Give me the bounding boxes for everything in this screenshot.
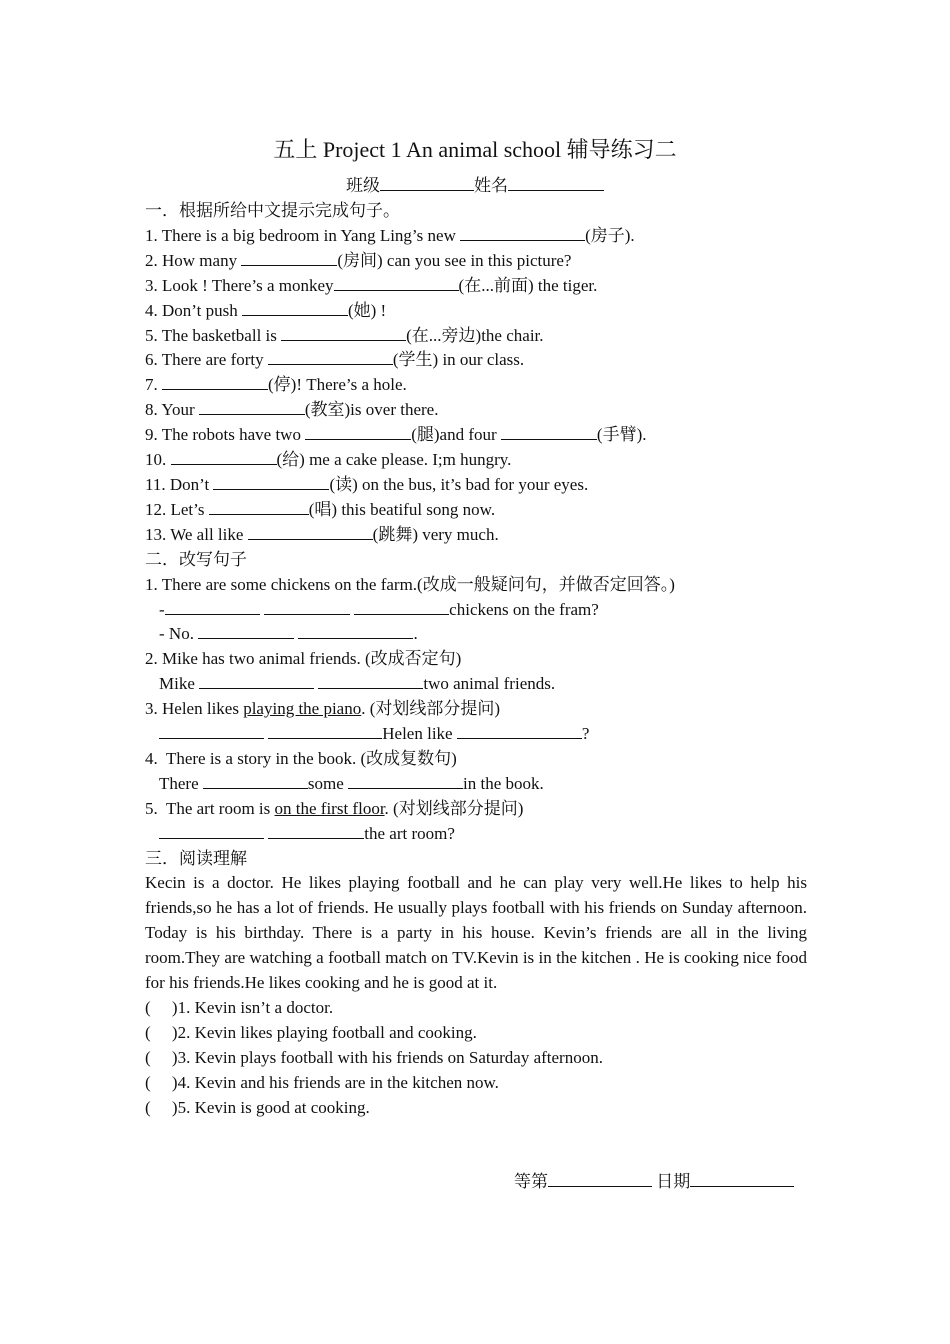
name-blank: [508, 174, 604, 191]
answer-blank: [165, 598, 260, 615]
answer-blank: [460, 224, 585, 241]
s3-question-5: ( )5. Kevin is good at cooking.: [145, 1097, 370, 1117]
answer-blank: [199, 398, 305, 415]
s2-q1-answer-a: - chickens on the fram?: [159, 599, 599, 619]
class-label: 班级: [346, 176, 380, 195]
answer-blank: [213, 473, 329, 490]
reading-passage: Kecin is a doctor. He likes playing football and he can play very well.He likes to help his friends,so he has a lot of friends. He usually plays football with his friends on Sunday afternoon. Today is his birthday. There is a party in his house. Kevin’s friends are all in the living room.They are watching a football match on TV.Kevin is in the kitchen . He is cooking nice food for his friends.He likes cooking and he is good at it.: [145, 873, 807, 993]
s2-q1: 1. There are some chickens on the farm.(改成一般疑问句，并做否定回答。): [145, 574, 675, 594]
answer-blank: [241, 249, 337, 266]
answer-blank: [305, 423, 411, 440]
answer-blank: [268, 348, 393, 365]
answer-blank: [159, 822, 264, 839]
s1-item-3: 3. Look ! There’s a monkey (在...前面) the tiger.: [145, 275, 598, 295]
s1-item-8: 8. Your (教室)is over there.: [145, 400, 439, 420]
page-title: 五上 Project 1 An animal school 辅导练习二: [273, 137, 677, 162]
answer-blank: [264, 598, 350, 615]
s3-question-4: ( )4. Kevin and his friends are in the kitchen now.: [145, 1072, 499, 1092]
s1-item-2: 2. How many (房间) can you see in this picture?: [145, 250, 572, 270]
underlined-phrase: on the first floor: [274, 798, 385, 818]
name-label: 姓名: [474, 176, 508, 195]
section3-heading: 三．阅读理解: [145, 848, 247, 868]
s1-item-11: 11. Don’t (读) on the bus, it’s bad for your eyes.: [145, 474, 589, 494]
s1-item-4: 4. Don’t push (她) !: [145, 300, 387, 320]
answer-blank: [198, 622, 294, 639]
grade-label: 等第: [514, 1172, 548, 1191]
s2-q3-answer: Helen like ?: [145, 722, 807, 747]
s1-item-6: 6. There are forty (学生) in our class.: [145, 350, 525, 370]
student-info-line: [0, 174, 950, 198]
s1-item-7: 7. (停)! There’s a hole.: [145, 375, 407, 395]
answer-blank: [199, 672, 314, 689]
s1-item-9: 9. The robots have two (腿)and four (手臂).: [145, 425, 647, 445]
answer-blank: [457, 722, 582, 739]
grade-date-footer: [514, 1170, 794, 1194]
s1-item-13: 13. We all like (跳舞) very much.: [145, 524, 499, 544]
answer-blank: [162, 373, 268, 390]
s2-q2-answer: Mike two animal friends.: [159, 674, 556, 694]
s2-q3: 3. Helen likes playing the piano. (对划线部分提问): [145, 699, 501, 719]
answer-blank: [171, 448, 277, 465]
answer-blank: [298, 622, 413, 639]
answer-blank: [268, 822, 364, 839]
date-label: 日期: [656, 1172, 691, 1191]
answer-blank: [268, 722, 382, 739]
s2-q4-answer: There some in the book.: [159, 773, 544, 793]
section1-heading: 一．根据所给中文提示完成句子。: [145, 201, 400, 220]
s2-q2: 2. Mike has two animal friends. (改成否定句): [145, 649, 462, 669]
answer-blank: [334, 274, 459, 291]
answer-blank: [354, 598, 449, 615]
s2-q5: 5. The art room is on the first floor. (对划线部分提问): [145, 798, 524, 818]
s2-q5-answer: the art room?: [145, 822, 807, 847]
answer-blank: [281, 324, 406, 341]
answer-blank: [501, 423, 597, 440]
section2-heading: 二．改写句子: [145, 549, 247, 569]
s1-item-1: 1. There is a big bedroom in Yang Ling’s new (房子).: [145, 225, 635, 245]
answer-blank: [203, 772, 308, 789]
date-blank: [690, 1170, 794, 1187]
s1-item-10: 10. (给) me a cake please. I;m hungry.: [145, 450, 512, 470]
worksheet-body: [145, 199, 807, 1121]
s3-question-2: ( )2. Kevin likes playing football and cooking.: [145, 1022, 477, 1042]
s2-q1-answer-b: - No. .: [159, 624, 418, 644]
answer-blank: [318, 672, 423, 689]
s1-item-5: 5. The basketball is (在...旁边)the chair.: [145, 325, 544, 345]
class-blank: [380, 174, 474, 191]
grade-blank: [548, 1170, 652, 1187]
s3-question-3: ( )3. Kevin plays football with his friends on Saturday afternoon.: [145, 1047, 603, 1067]
s1-item-12: 12. Let’s (唱) this beatiful song now.: [145, 499, 496, 519]
answer-blank: [159, 722, 264, 739]
s3-question-1: ( )1. Kevin isn’t a doctor.: [145, 998, 334, 1017]
answer-blank: [348, 772, 463, 789]
answer-blank: [248, 523, 373, 540]
underlined-phrase: playing the piano: [243, 699, 362, 719]
answer-blank: [209, 498, 309, 515]
s2-q4: 4. There is a story in the book. (改成复数句): [145, 748, 457, 768]
answer-blank: [242, 299, 348, 316]
